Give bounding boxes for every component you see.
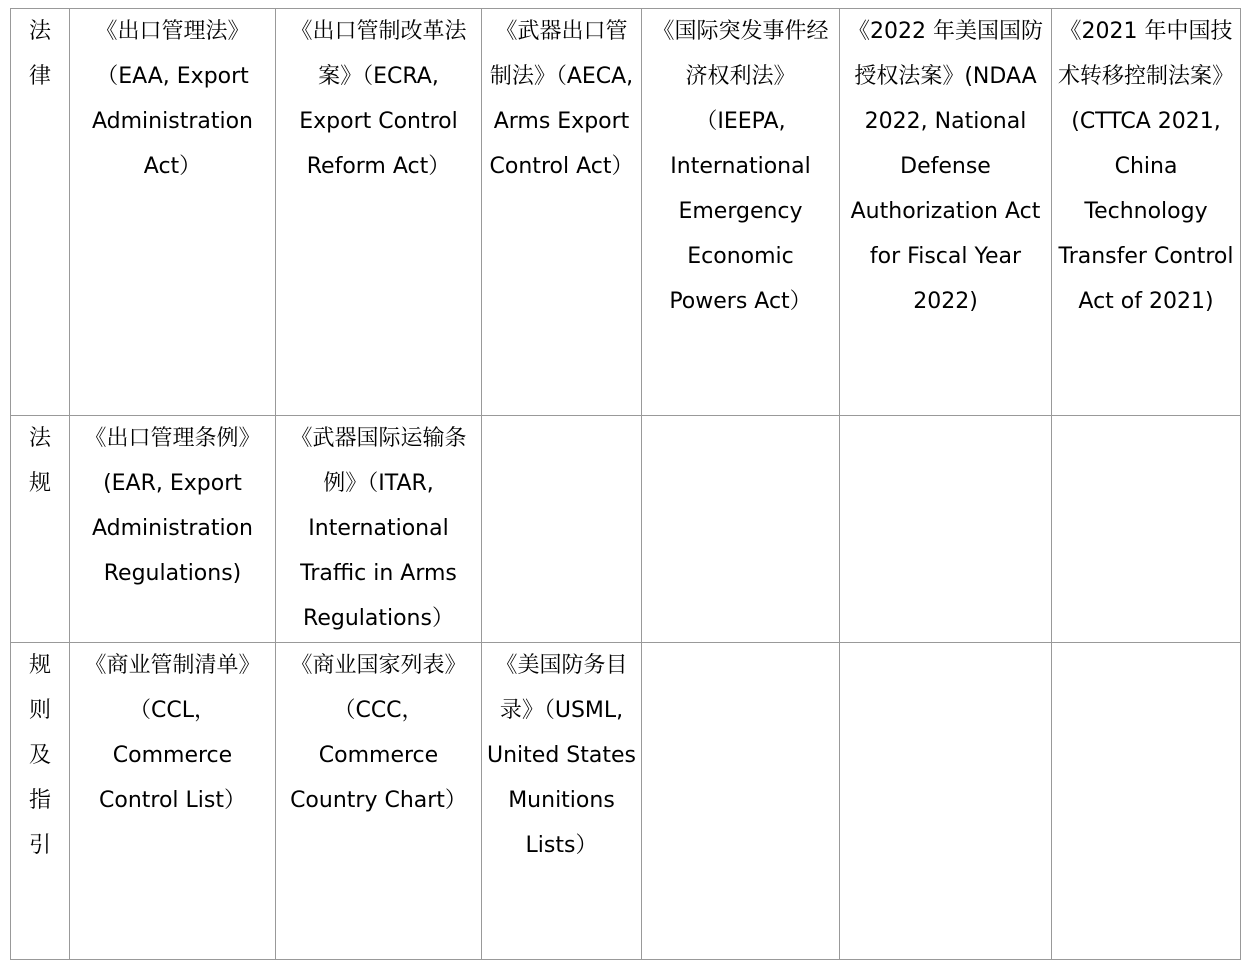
table-row-rules-guidance (11, 643, 1241, 960)
row-header-laws (11, 9, 70, 416)
row-header-regulations (11, 416, 70, 643)
table-cell (840, 416, 1052, 643)
table-cell: 《出口管理法》（EAA, Export Administration Act） (70, 9, 276, 416)
table-row-laws (11, 9, 1241, 416)
row-header-char: 引 (28, 833, 51, 858)
table-cell: 《出口管制改革法案》（ECRA, Export Control Reform Act） (276, 9, 482, 416)
table-cell (1052, 643, 1241, 960)
table-cell: 《2021 年中国技术转移控制法案》(CTTCA 2021, China Technology Transfer Control Act of 2021) (1052, 9, 1241, 416)
table-cell: 《商业国家列表》（CCC，Commerce Country Chart） (276, 643, 482, 960)
table-cell: 《武器出口管制法》（AECA, Arms Export Control Act） (482, 9, 642, 416)
law-regulation-table (10, 8, 1241, 960)
row-header-rules-guidance (11, 643, 70, 960)
table-cell: 《商业管制清单》（CCL，Commerce Control List） (70, 643, 276, 960)
table-cell (642, 416, 840, 643)
row-header-char: 及 (28, 743, 51, 768)
table-cell: 《出口管理条例》(EAR, Export Administration Regulations) (70, 416, 276, 643)
row-header-char: 法 (28, 19, 51, 44)
table-cell (482, 416, 642, 643)
table-cell: 《武器国际运输条例》（ITAR, International Traffic in Arms Regulations） (276, 416, 482, 643)
table-cell: 《国际突发事件经济权利法》（IEEPA, International Emergency Economic Powers Act） (642, 9, 840, 416)
table-cell: 《美国防务目录》（USML, United States Munitions Lists） (482, 643, 642, 960)
table-row-regulations (11, 416, 1241, 643)
row-header-char: 指 (28, 788, 51, 813)
table-cell (642, 643, 840, 960)
row-header-char: 规 (28, 653, 51, 678)
table-cell (840, 643, 1052, 960)
table-cell: 《2022 年美国国防授权法案》(NDAA 2022, National Defense Authorization Act for Fiscal Year 2022) (840, 9, 1052, 416)
row-header-char: 规 (28, 471, 51, 496)
row-header-char: 律 (28, 64, 51, 89)
table-cell (1052, 416, 1241, 643)
row-header-char: 法 (28, 426, 51, 451)
row-header-char: 则 (28, 698, 51, 723)
